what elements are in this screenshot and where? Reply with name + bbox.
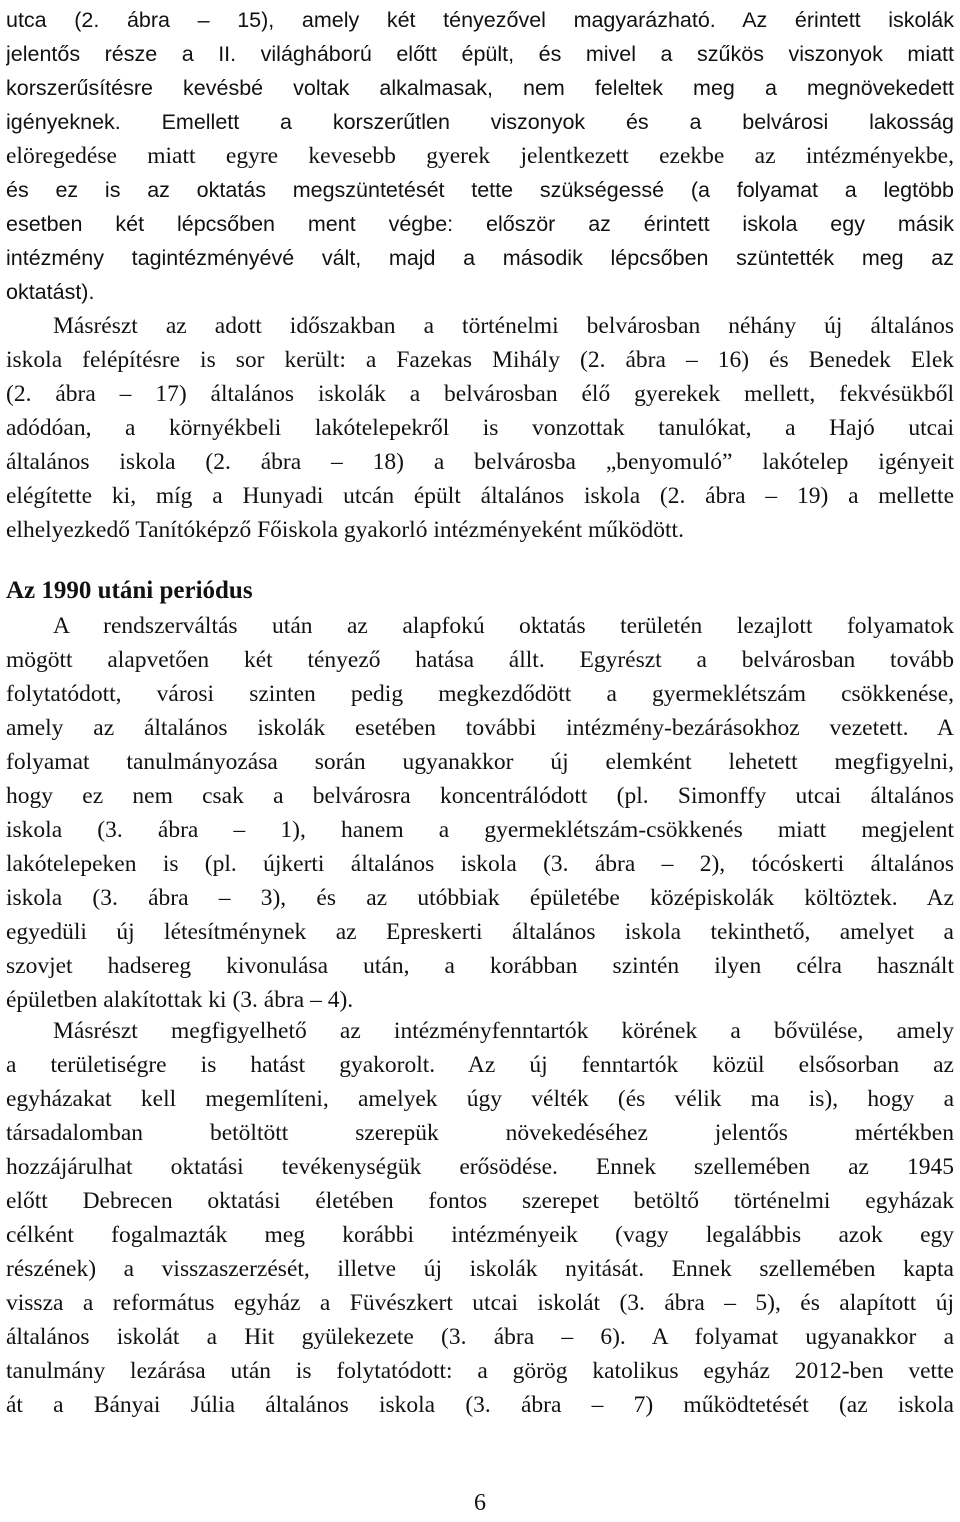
section-heading: Az 1990 utáni periódus: [6, 577, 253, 604]
text-line: egyházakat kell megemlíteni, amelyek úgy vélték (és vélik ma is), hogy a: [6, 1086, 954, 1112]
text-line: elöregedése miatt egyre kevesebb gyerek jelentkezett ezekbe az intézményekbe,: [6, 143, 954, 169]
text-line: amely az általános iskolák esetében további intézmény-bezárásokhoz vezetett. A: [6, 715, 954, 741]
text-line: általános iskolát a Hit gyülekezete (3. ábra – 6). A folyamat ugyanakkor a: [6, 1324, 954, 1350]
text-line: hogy ez nem csak a belvárosra koncentrálódott (pl. Simonffy utcai általános: [6, 783, 954, 809]
text-line: a területiségre is hatást gyakorolt. Az új fenntartók közül elsősorban az: [6, 1052, 954, 1078]
text-line: hozzájárulhat oktatási tevékenységük erősödése. Ennek szellemében az 1945: [6, 1154, 954, 1180]
text-line: szovjet hadsereg kivonulása után, a korábban szintén ilyen célra használt: [6, 953, 954, 979]
text-line: elhelyezkedő Tanítóképző Főiskola gyakorló intézményeként működött.: [6, 517, 684, 543]
text-line: általános iskola (2. ábra – 18) a belvárosba „benyomuló” lakótelep igényeit: [6, 449, 954, 475]
text-line: előtt Debrecen oktatási életében fontos szerepet betöltő történelmi egyházak: [6, 1188, 954, 1214]
text-line: iskola (3. ábra – 1), hanem a gyermeklétszám-csökkenés miatt megjelent: [6, 817, 954, 843]
text-line: utca (2. ábra – 15), amely két tényezővel magyarázható. Az érintett iskolák: [6, 8, 954, 32]
text-line: célként fogalmazták meg korábbi intézményeik (vagy legalábbis azok egy: [6, 1222, 954, 1248]
document-page: [6, 0, 954, 1522]
text-line: folytatódott, városi szinten pedig megkezdődött a gyermeklétszám csökkenése,: [6, 681, 954, 707]
text-line: igényeknek. Emellett a korszerűtlen viszonyok és a belvárosi lakosság: [6, 110, 954, 134]
text-line: át a Bányai Júlia általános iskola (3. ábra – 7) működtetését (az iskola: [6, 1392, 954, 1418]
text-line: egyedüli új létesítménynek az Epreskerti általános iskola tekinthető, amelyet a: [6, 919, 954, 945]
text-line: lakótelepeken is (pl. újkerti általános iskola (3. ábra – 2), tócóskerti általános: [6, 851, 954, 877]
text-line: mögött alapvetően két tényező hatása állt. Egyrészt a belvárosban tovább: [6, 647, 954, 673]
text-line: vissza a református egyház a Füvészkert utcai iskolát (3. ábra – 5), és alapított új: [6, 1290, 954, 1316]
text-line: és ez is az oktatás megszüntetését tette szükségessé (a folyamat a legtöbb: [6, 178, 954, 202]
text-line: társadalomban betöltött szerepük növekedéséhez jelentős mértékben: [6, 1120, 954, 1146]
text-line: korszerűsítésre kevésbé voltak alkalmasak, nem feleltek meg a megnövekedett: [6, 76, 954, 100]
text-line: A rendszerváltás után az alapfokú oktatás területén lezajlott folyamatok: [53, 613, 954, 639]
page-number: 6: [474, 1490, 486, 1516]
text-line: tanulmány lezárása után is folytatódott: a görög katolikus egyház 2012-ben vette: [6, 1358, 954, 1384]
text-line: oktatást).: [6, 280, 95, 304]
text-line: (2. ábra – 17) általános iskolák a belvárosban élő gyerekek mellett, fekvésükből: [6, 381, 954, 407]
text-line: folyamat tanulmányozása során ugyanakkor új elemként lehetett megfigyelni,: [6, 749, 954, 775]
text-line: iskola (3. ábra – 3), és az utóbbiak épületébe középiskolák költöztek. Az: [6, 885, 954, 911]
text-line: esetben két lépcsőben ment végbe: először az érintett iskola egy másik: [6, 212, 954, 236]
text-line: Másrészt az adott időszakban a történelmi belvárosban néhány új általános: [53, 313, 954, 339]
text-line: Másrészt megfigyelhető az intézményfenntartók körének a bővülése, amely: [53, 1018, 954, 1044]
text-line: épületben alakítottak ki (3. ábra – 4).: [6, 987, 354, 1013]
text-line: intézmény tagintézményévé vált, majd a második lépcsőben szüntették meg az: [6, 246, 954, 270]
text-line: elégítette ki, míg a Hunyadi utcán épült általános iskola (2. ábra – 19) a mellette: [6, 483, 954, 509]
text-line: részének) a visszaszerzését, illetve új iskolák nyitását. Ennek szellemében kapta: [6, 1256, 954, 1282]
text-line: jelentős része a II. világháború előtt épült, és mivel a szűkös viszonyok miatt: [6, 42, 954, 66]
text-line: adódóan, a környékbeli lakótelepekről is vonzottak tanulókat, a Hajó utcai: [6, 415, 954, 441]
text-line: iskola felépítésre is sor került: a Fazekas Mihály (2. ábra – 16) és Benedek Elek: [6, 347, 954, 373]
